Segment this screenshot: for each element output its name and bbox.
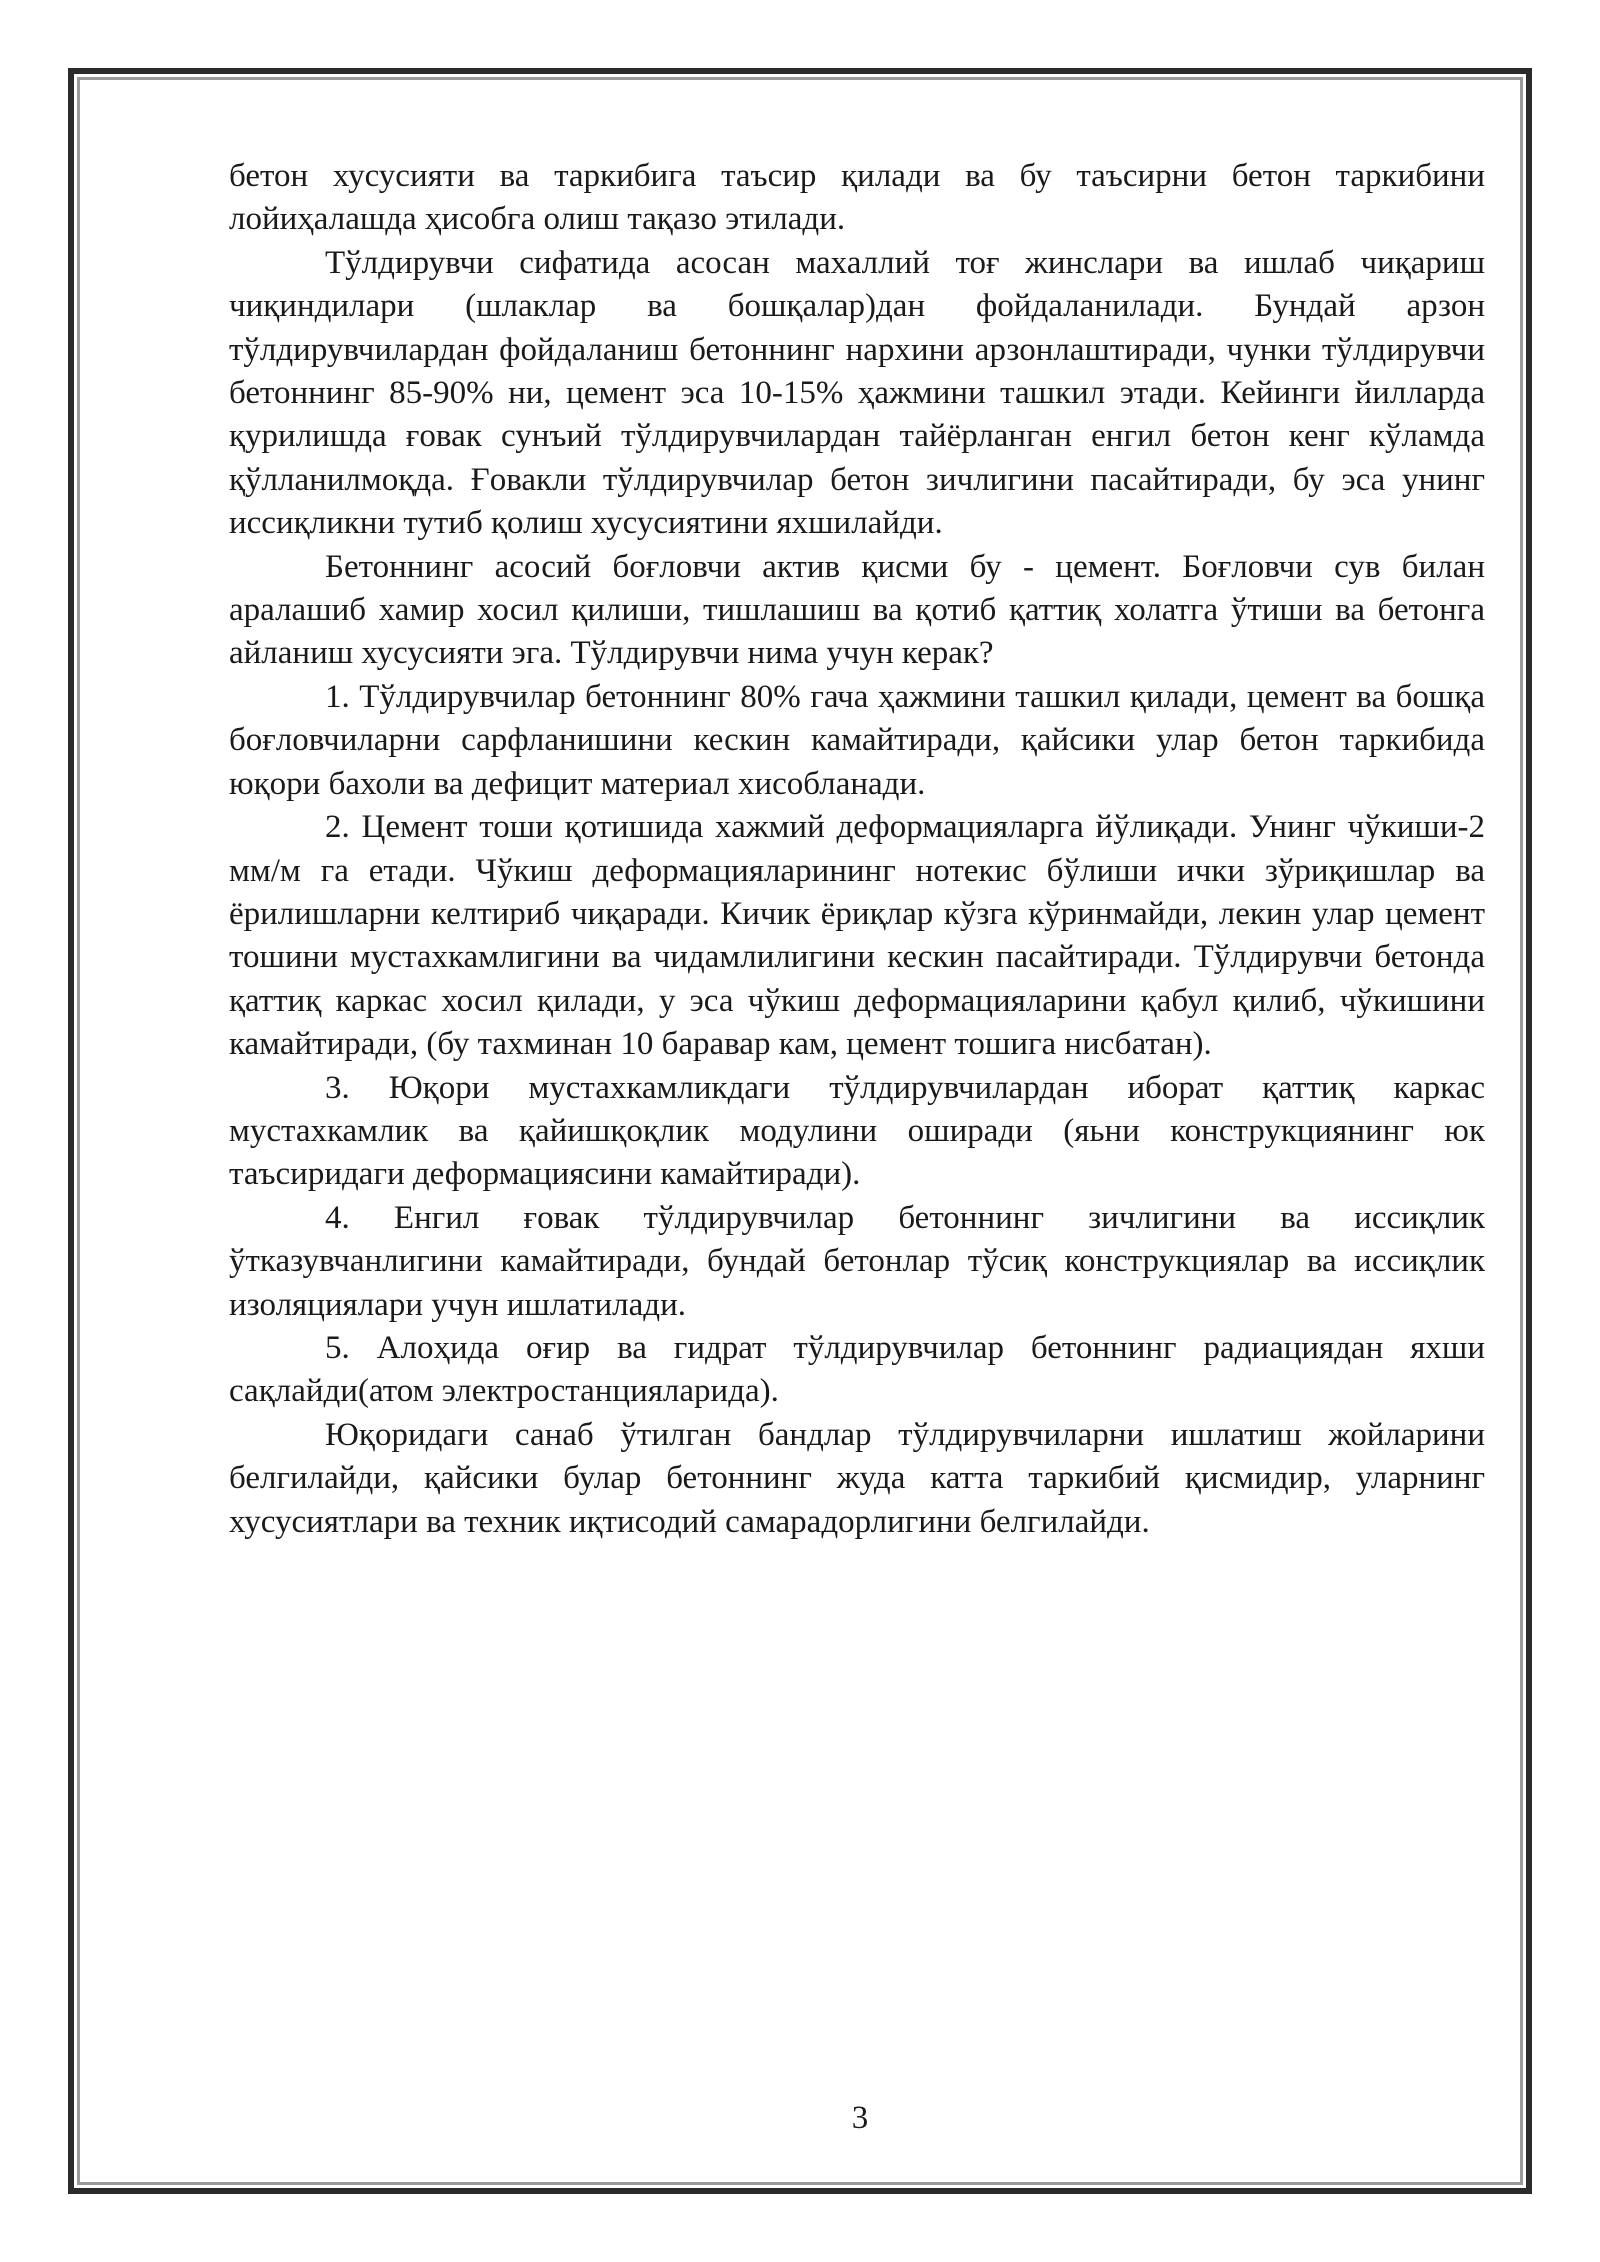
paragraph-conclusion: Юқоридаги санаб ўтилган бандлар тўлдирувчиларни ишлатиш жойларини белгилайди, қайсики булар бетоннинг жуда катта таркибий қисмидир, уларнинг хусусиятлари ва техник иқтисодий самарадорлигини белгилайди. xyxy=(229,1416,1485,1540)
list-item-5: 5. Алоҳида оғир ва гидрат тўлдирувчилар бетоннинг радиациядан яхши сақлайди(атом электростанцияларида). xyxy=(229,1329,1485,1410)
list-item-4: 4. Енгил ғовак тўлдирувчилар бетоннинг зичлигини ва иссиқлик ўтказувчанлигини камайтиради, бундай бетонлар тўсиқ конструкциялар ва иссиқлик изоляциялари учун ишлатилади. xyxy=(229,1199,1485,1323)
list-item-1: 1. Тўлдирувчилар бетоннинг 80% гача ҳажмини ташкил қилади, цемент ва бошқа боғловчиларни сарфланишини кескин камайтиради, қайсики улар бетон таркибида юқори бахоли ва дефицит материал хисобланади. xyxy=(229,678,1485,802)
paragraph-continuation: бетон хусусияти ва таркибига таъсир қилади ва бу таъсирни бетон таркибини лойиҳалашда ҳисобга олиш тақазо этилади. xyxy=(229,158,1485,238)
paragraph-aggregates: Тўлдирувчи сифатида асосан махаллий тоғ жинслари ва ишлаб чиқариш чиқиндилари (шлаклар ва бошқалар)дан фойдаланилади. Бундай арзон тўлдирувчилардан фойдаланиш бетоннинг нархини арзонлаштиради, чунки тўлдирувчи бетоннинг 85-90% ни, цемент эса 10-15% ҳажмини ташкил этади. Кейинги йилларда қурилишда ғовак сунъий тўлдирувчилардан тайёрланган енгил бетон кенг кўламда қўлланилмоқда. Ғовакли тўлдирувчилар бетон зичлигини пасайтиради, бу эса унинг иссиқликни тутиб қолиш хусусиятини яхшилайди. xyxy=(229,244,1485,542)
list-item-2: 2. Цемент тоши қотишида хажмий деформацияларга йўлиқади. Унинг чўкиши-2 мм/м га етади. Чўкиш деформацияларининг нотекис бўлиши ички зўриқишлар ва ёрилишларни келтириб чиқаради. Кичик ёриқлар кўзга кўринмайди, лекин улар цемент тошини мустахкамлигини ва чидамлилигини кескин пасайтиради. Тўлдирувчи бетонда қаттиқ каркас хосил қилади, у эса чўкиш деформацияларини қабул қилиб, чўкишини камайтиради, (бу тахминан 10 баравар кам, цемент тошига нисбатан). xyxy=(229,809,1485,1063)
document-body xyxy=(229,155,1485,1544)
page-number: 3 xyxy=(851,2100,869,2136)
paragraph-cement-binder: Бетоннинг асосий боғловчи актив қисми бу - цемент. Боғловчи сув билан аралашиб хамир хосил қилиши, тишлашиш ва қотиб қаттиқ холатга ўтиши ва бетонга айланиш хусусияти эга. Тўлдирувчи нима учун керак? xyxy=(229,548,1485,672)
list-item-3: 3. Юқори мустахкамликдаги тўлдирувчилардан иборат қаттиқ каркас мустахкамлик ва қайишқоқлик модулини оширади (яьни конструкциянинг юк таъсиридаги деформациясини камайтиради). xyxy=(229,1069,1485,1193)
